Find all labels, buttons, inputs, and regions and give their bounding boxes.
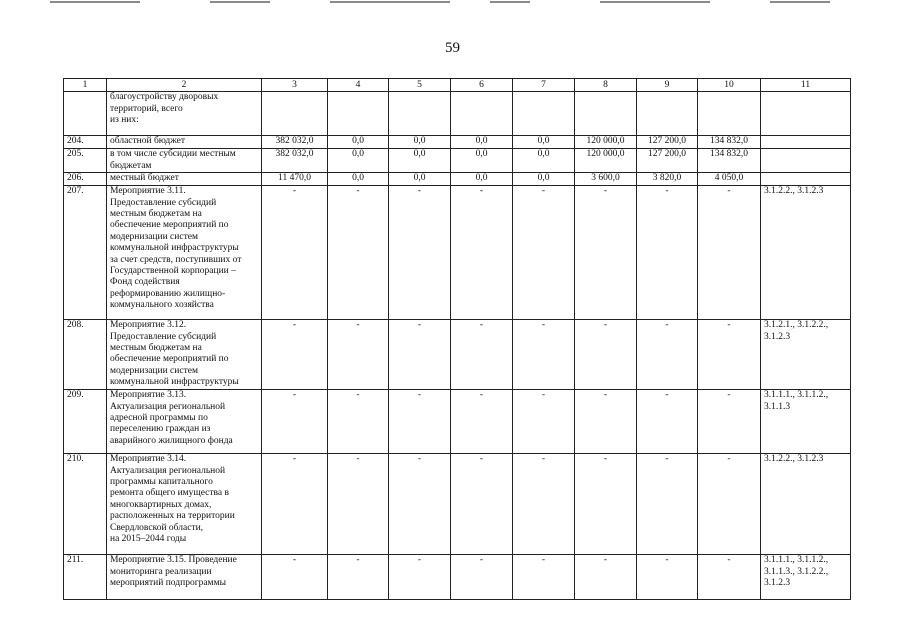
table-row <box>64 320 851 390</box>
row-value: - <box>575 454 637 555</box>
row-number: 211. <box>64 555 107 600</box>
column-number-row <box>64 79 851 92</box>
row-value: 4 050,0 <box>698 173 761 186</box>
scan-edge-line <box>770 1 830 3</box>
row-value: - <box>262 454 328 555</box>
row-value: - <box>575 390 637 454</box>
row-value: - <box>262 390 328 454</box>
table-row <box>64 136 851 149</box>
row-value: - <box>637 320 698 390</box>
row-name: Мероприятие 3.13. Актуализация региональной адресной программы по переселению граждан из аварийного жилищного фонда <box>107 390 262 454</box>
scan-edge-line <box>50 1 140 3</box>
row-value: - <box>451 186 513 320</box>
row-value <box>262 92 328 136</box>
column-header: 2 <box>107 79 262 92</box>
row-value: - <box>328 390 389 454</box>
scan-edge-line <box>600 1 710 3</box>
row-target-ref: 3.1.1.1., 3.1.1.2., 3.1.1.3 <box>761 390 851 454</box>
row-value: 0,0 <box>513 149 575 173</box>
row-value: - <box>451 555 513 600</box>
row-value: - <box>389 454 451 555</box>
row-name: Мероприятие 3.15. Проведение мониторинга реализации мероприятий подпрограммы <box>107 555 262 600</box>
row-value <box>389 92 451 136</box>
row-value: - <box>698 390 761 454</box>
scan-edge-line <box>330 1 450 3</box>
row-name: Мероприятие 3.12. Предоставление субсидий местным бюджетам на обеспечение мероприятий по модернизации систем коммунальной инфраструктуры <box>107 320 262 390</box>
row-number: 206. <box>64 173 107 186</box>
row-value: - <box>262 555 328 600</box>
row-value: 0,0 <box>389 149 451 173</box>
row-value <box>698 92 761 136</box>
row-value: 134 832,0 <box>698 149 761 173</box>
row-target-ref: 3.1.2.2., 3.1.2.3 <box>761 454 851 555</box>
row-value: - <box>513 390 575 454</box>
row-value: - <box>513 186 575 320</box>
row-value: - <box>513 320 575 390</box>
row-target-ref <box>761 92 851 136</box>
column-header: 5 <box>389 79 451 92</box>
row-value: - <box>389 390 451 454</box>
table-row <box>64 390 851 454</box>
row-target-ref <box>761 149 851 173</box>
row-value: 382 032,0 <box>262 136 328 149</box>
row-value: - <box>328 186 389 320</box>
row-value: - <box>575 555 637 600</box>
row-value: - <box>513 454 575 555</box>
row-value: - <box>328 454 389 555</box>
row-value: - <box>637 390 698 454</box>
row-value: 11 470,0 <box>262 173 328 186</box>
row-name: местный бюджет <box>107 173 262 186</box>
row-name: областной бюджет <box>107 136 262 149</box>
row-value: 0,0 <box>451 136 513 149</box>
row-value: 0,0 <box>389 136 451 149</box>
row-value <box>328 92 389 136</box>
row-value <box>575 92 637 136</box>
row-value <box>637 92 698 136</box>
row-name: благоустройству дворовых территорий, всего из них: <box>107 92 262 136</box>
row-value: - <box>451 454 513 555</box>
row-target-ref <box>761 136 851 149</box>
row-value: - <box>637 186 698 320</box>
column-header: 8 <box>575 79 637 92</box>
table-body <box>64 79 851 600</box>
row-name: Мероприятие 3.14. Актуализация региональной программы капитального ремонта общего имущества в многоквартирных домах, расположенных на территории Свердловской области, на 2015–2044 годы <box>107 454 262 555</box>
row-target-ref: 3.1.2.1., 3.1.2.2., 3.1.2.3 <box>761 320 851 390</box>
row-value: 127 200,0 <box>637 149 698 173</box>
row-value: 120 000,0 <box>575 149 637 173</box>
row-value: - <box>328 555 389 600</box>
row-value: 0,0 <box>389 173 451 186</box>
column-header: 6 <box>451 79 513 92</box>
row-value: 0,0 <box>451 149 513 173</box>
table-row <box>64 186 851 320</box>
row-name: Мероприятие 3.11. Предоставление субсидий местным бюджетам на обеспечение мероприятий по модернизации систем коммунальной инфраструктуры за счет средств, поступивших от Государственной корпорации – Фонд содействия реформированию жилищно- коммунального хозяйства <box>107 186 262 320</box>
budget-table <box>63 78 851 600</box>
row-value: - <box>698 555 761 600</box>
row-target-ref <box>761 173 851 186</box>
row-value: 127 200,0 <box>637 136 698 149</box>
row-value: - <box>698 320 761 390</box>
row-value: 0,0 <box>328 149 389 173</box>
table-row <box>64 454 851 555</box>
column-header: 7 <box>513 79 575 92</box>
row-value: 3 820,0 <box>637 173 698 186</box>
row-value: - <box>575 186 637 320</box>
row-value: - <box>698 186 761 320</box>
row-value: - <box>262 320 328 390</box>
row-value: 0,0 <box>513 136 575 149</box>
column-header: 11 <box>761 79 851 92</box>
row-value: - <box>513 555 575 600</box>
row-value: 3 600,0 <box>575 173 637 186</box>
row-value: 382 032,0 <box>262 149 328 173</box>
row-target-ref: 3.1.1.1., 3.1.1.2., 3.1.1.3., 3.1.2.2., 3.1.2.3 <box>761 555 851 600</box>
column-header: 3 <box>262 79 328 92</box>
column-header: 9 <box>637 79 698 92</box>
row-value: - <box>389 320 451 390</box>
column-header: 4 <box>328 79 389 92</box>
row-value: 0,0 <box>513 173 575 186</box>
row-target-ref: 3.1.2.2., 3.1.2.3 <box>761 186 851 320</box>
row-value: - <box>575 320 637 390</box>
row-value: 120 000,0 <box>575 136 637 149</box>
table-row <box>64 92 851 136</box>
row-value <box>513 92 575 136</box>
row-number <box>64 92 107 136</box>
row-value: 0,0 <box>328 136 389 149</box>
row-number: 205. <box>64 149 107 173</box>
row-number: 207. <box>64 186 107 320</box>
row-number: 210. <box>64 454 107 555</box>
row-number: 209. <box>64 390 107 454</box>
row-value: - <box>451 320 513 390</box>
table-row <box>64 149 851 173</box>
table-row <box>64 173 851 186</box>
row-number: 204. <box>64 136 107 149</box>
row-value: - <box>698 454 761 555</box>
scan-edge-line <box>210 1 270 3</box>
row-value: 134 832,0 <box>698 136 761 149</box>
row-value: - <box>389 186 451 320</box>
column-header: 1 <box>64 79 107 92</box>
table-row <box>64 555 851 600</box>
row-value: 0,0 <box>328 173 389 186</box>
row-value: - <box>451 390 513 454</box>
row-value: - <box>637 555 698 600</box>
scan-edge-line <box>490 1 530 3</box>
row-name: в том числе субсидии местным бюджетам <box>107 149 262 173</box>
row-value: - <box>262 186 328 320</box>
row-value: 0,0 <box>451 173 513 186</box>
row-number: 208. <box>64 320 107 390</box>
row-value: - <box>389 555 451 600</box>
row-value: - <box>637 454 698 555</box>
page-number: 59 <box>445 40 460 56</box>
row-value <box>451 92 513 136</box>
column-header: 10 <box>698 79 761 92</box>
row-value: - <box>328 320 389 390</box>
